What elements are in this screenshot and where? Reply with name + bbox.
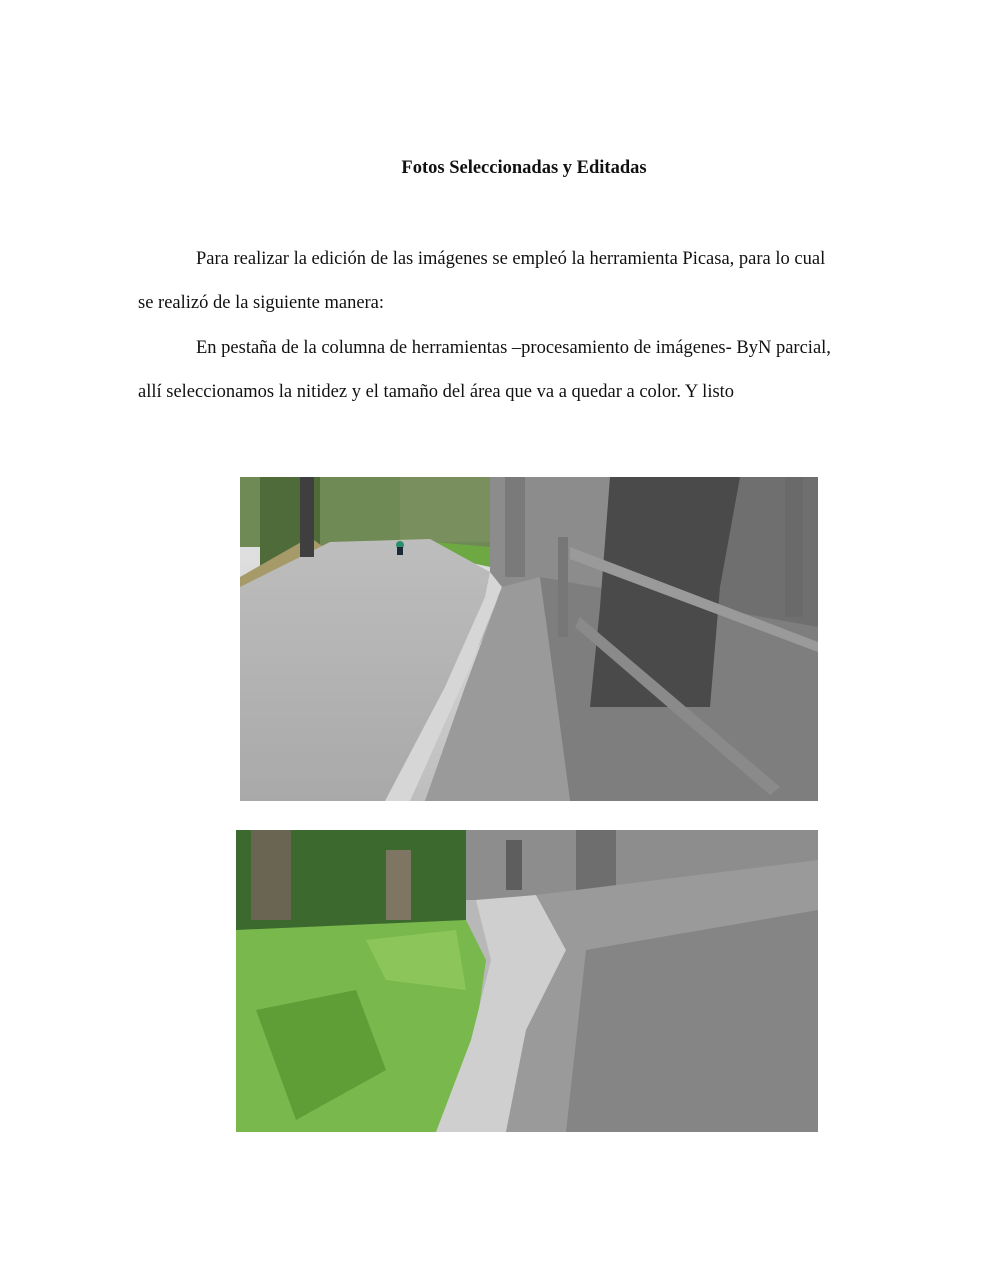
photo-grass-path bbox=[236, 830, 818, 1132]
photo-road-trees bbox=[240, 477, 818, 801]
paragraph-intro: Para realizar la edición de las imágenes se empleó la herramienta Picasa, para lo cual se realizó de la siguiente manera: bbox=[138, 249, 826, 313]
page-title: Fotos Seleccionadas y Editadas bbox=[401, 158, 647, 178]
paragraph-instructions: En pestaña de la columna de herramientas –procesamiento de imágenes- ByN parcial, allí seleccionamos la nitidez y el tamaño del área que va a quedar a color. Y listo bbox=[138, 338, 831, 402]
